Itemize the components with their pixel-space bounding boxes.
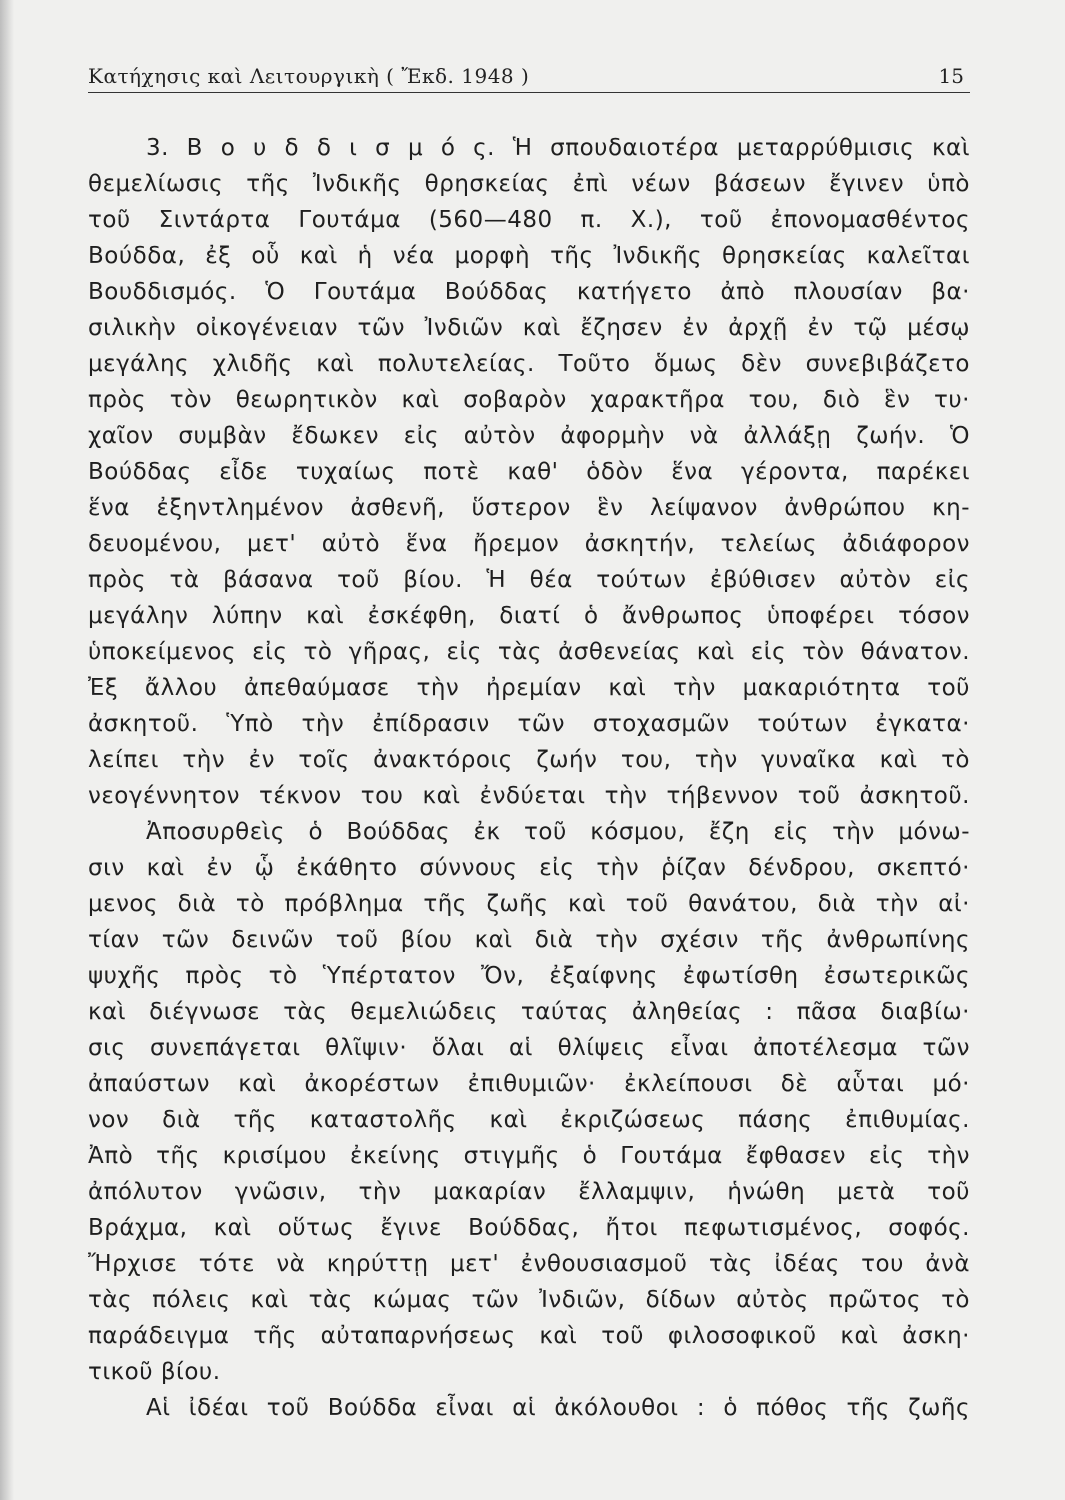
text-line: παράδειγμα τῆς αὐταπαρνήσεως καὶ τοῦ φιλοσοφικοῦ καὶ ἀσκη· bbox=[88, 1323, 970, 1349]
text-line: μεγάλης χλιδῆς καὶ πολυτελείας. Τοῦτο ὅμως δὲν συνεβιβάζετο bbox=[88, 351, 970, 377]
text-line: τοῦ Σιντάρτα Γουτάμα (560—480 π. Χ.), τοῦ ἐπονομασθέντος bbox=[88, 207, 970, 233]
scan-page-edge bbox=[0, 0, 14, 1500]
text-line: ἀσκητοῦ. Ὑπὸ τὴν ἐπίδρασιν τῶν στοχασμῶν τούτων ἐγκατα· bbox=[88, 711, 970, 737]
running-header bbox=[88, 62, 970, 93]
text-line: πρὸς τὸν θεωρητικὸν καὶ σοβαρὸν χαρακτῆρα του, διὸ ἓν τυ· bbox=[88, 387, 970, 413]
header-title: Κατήχησις καὶ Λειτουργικὴ ( Ἔκδ. 1948 ) bbox=[88, 64, 530, 88]
text-line: ἀπαύστων καὶ ἀκορέστων ἐπιθυμιῶν· ἐκλείπουσι δὲ αὗται μό· bbox=[88, 1071, 970, 1097]
text-line: χαῖον συμβὰν ἔδωκεν εἰς αὐτὸν ἀφορμὴν νὰ ἀλλάξῃ ζωήν. Ὁ bbox=[88, 423, 970, 449]
text-line: λείπει τὴν ἐν τοῖς ἀνακτόροις ζωήν του, τὴν γυναῖκα καὶ τὸ bbox=[88, 747, 970, 773]
text-line: Βούδδας εἶδε τυχαίως ποτὲ καθ' ὁδὸν ἕνα γέροντα, παρέκει bbox=[88, 459, 970, 485]
text-line: πρὸς τὰ βάσανα τοῦ βίου. Ἡ θέα τούτων ἐβύθισεν αὐτὸν εἰς bbox=[88, 567, 970, 593]
text-line: τὰς πόλεις καὶ τὰς κώμας τῶν Ἰνδιῶν, δίδων αὐτὸς πρῶτος τὸ bbox=[88, 1287, 970, 1313]
text-line: ὑποκείμενος εἰς τὸ γῆρας, εἰς τὰς ἀσθενείας καὶ εἰς τὸν θάνατον. bbox=[88, 639, 970, 665]
text-line: Βουδδισμός. Ὁ Γουτάμα Βούδδας κατήγετο ἀπὸ πλουσίαν βα· bbox=[88, 279, 970, 305]
page-number: 15 bbox=[938, 64, 964, 88]
text-line: Βούδδα, ἐξ οὗ καὶ ἡ νέα μορφὴ τῆς Ἰνδικῆς θρησκείας καλεῖται bbox=[88, 243, 970, 269]
text-line: δευομένου, μετ' αὐτὸ ἕνα ἤρεμον ἀσκητήν, τελείως ἀδιάφορον bbox=[88, 531, 970, 557]
text-line: ψυχῆς πρὸς τὸ Ὑπέρτατον Ὄν, ἐξαίφνης ἐφωτίσθη ἐσωτερικῶς bbox=[88, 963, 970, 989]
text-line: μενος διὰ τὸ πρόβλημα τῆς ζωῆς καὶ τοῦ θανάτου, διὰ τὴν αἰ· bbox=[88, 891, 970, 917]
text-line: μεγάλην λύπην καὶ ἐσκέφθη, διατί ὁ ἄνθρωπος ὑποφέρει τόσον bbox=[88, 603, 970, 629]
text-line: καὶ διέγνωσε τὰς θεμελιώδεις ταύτας ἀληθείας : πᾶσα διαβίω· bbox=[88, 999, 970, 1025]
text-line: νον διὰ τῆς καταστολῆς καὶ ἐκριζώσεως πάσης ἐπιθυμίας. bbox=[88, 1107, 970, 1133]
text-line: τικοῦ βίου. bbox=[88, 1359, 221, 1385]
text-line: Ἐξ ἄλλου ἀπεθαύμασε τὴν ἠρεμίαν καὶ τὴν μακαριότητα τοῦ bbox=[88, 675, 970, 701]
text-line: Αἱ ἰδέαι τοῦ Βούδδα εἶναι αἱ ἀκόλουθοι : ὁ πόθος τῆς ζωῆς bbox=[146, 1395, 970, 1421]
text-line: νεογέννητον τέκνον του καὶ ἐνδύεται τὴν τήβεννον τοῦ ἀσκητοῦ. bbox=[88, 783, 970, 809]
text-line: σιν καὶ ἐν ᾧ ἐκάθητο σύννους εἰς τὴν ῥίζαν δένδρου, σκεπτό· bbox=[88, 855, 970, 881]
text-line: τίαν τῶν δεινῶν τοῦ βίου καὶ διὰ τὴν σχέσιν τῆς ἀνθρωπίνης bbox=[88, 927, 970, 953]
text-line: Ἀπὸ τῆς κρισίμου ἐκείνης στιγμῆς ὁ Γουτάμα ἔφθασεν εἰς τὴν bbox=[88, 1143, 970, 1169]
text-line: σιλικὴν οἰκογένειαν τῶν Ἰνδιῶν καὶ ἔζησεν ἐν ἀρχῇ ἐν τῷ μέσῳ bbox=[88, 315, 970, 341]
text-line: Ἤρχισε τότε νὰ κηρύττῃ μετ' ἐνθουσιασμοῦ τὰς ἰδέας του ἀνὰ bbox=[88, 1251, 970, 1277]
text-line: Βράχμα, καὶ οὕτως ἔγινε Βούδδας, ἤτοι πεφωτισμένος, σοφός. bbox=[88, 1215, 970, 1241]
text-line: ἕνα ἐξηντλημένον ἀσθενῆ, ὕστερον ἓν λείψανον ἀνθρώπου κη- bbox=[88, 495, 970, 521]
text-line: Ἀποσυρθεὶς ὁ Βούδδας ἐκ τοῦ κόσμου, ἔζη εἰς τὴν μόνω- bbox=[146, 819, 970, 845]
text-line: σις συνεπάγεται θλῖψιν· ὅλαι αἱ θλίψεις εἶναι ἀποτέλεσμα τῶν bbox=[88, 1035, 970, 1061]
text-line: θεμελίωσις τῆς Ἰνδικῆς θρησκείας ἐπὶ νέων βάσεων ἔγινεν ὑπὸ bbox=[88, 171, 970, 197]
text-line: 3. Β ο υ δ δ ι σ μ ό ς. Ἡ σπουδαιοτέρα μεταρρύθμισις καὶ bbox=[146, 135, 970, 161]
text-line: ἀπόλυτον γνῶσιν, τὴν μακαρίαν ἔλλαμψιν, ἡνώθη μετὰ τοῦ bbox=[88, 1179, 970, 1205]
